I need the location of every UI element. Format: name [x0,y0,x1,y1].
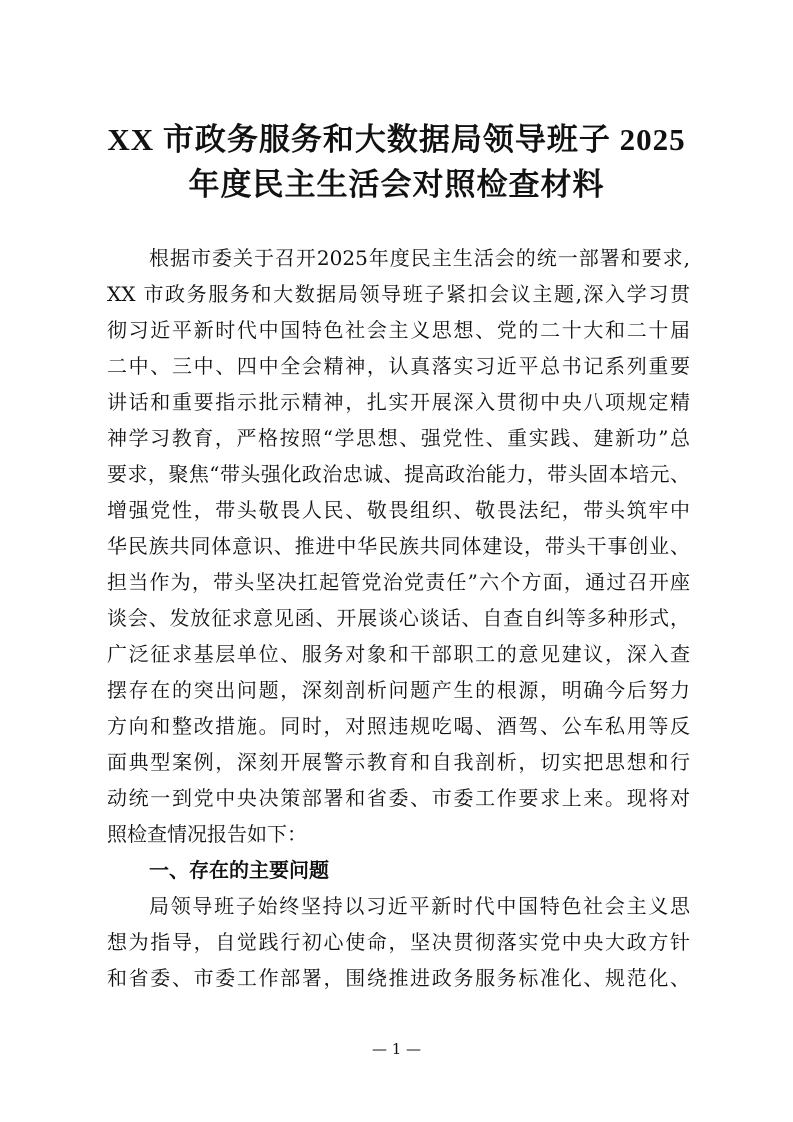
section-heading: 一、存在的主要问题 [149,858,329,882]
text-line: 谈会、发放征求意见函、开展谈心谈话、自查自纠等多种形式， [107,606,690,630]
page-number: — 1 — [371,1040,422,1058]
intro-paragraph [107,240,690,852]
text-line: 摆存在的突出问题，深刻剖析问题产生的根源，明确今后努力 [107,678,690,702]
text-line: 想为指导，自觉践行初心使命，坚决贯彻落实党中央大政方针 [107,930,690,954]
text-line: 广泛征求基层单位、服务对象和干部职工的意见建议，深入查 [107,642,690,666]
text-line: 和省委、市委工作部署，围绕推进政务服务标准化、规范化、 [107,966,690,990]
text-line: 要求，聚焦“带头强化政治忠诚、提高政治能力，带头固本培元、 [107,462,690,486]
text-line: 局领导班子始终坚持以习近平新时代中国特色社会主义思 [149,894,690,918]
section-1-paragraph [107,888,690,996]
text-line: 照检查情况报告如下： [107,822,307,846]
document-title-line-1: XX 市政务服务和大数据局领导班子 2025 [107,122,686,157]
text-line: 方向和整改措施。同时，对照违规吃喝、酒驾、公车私用等反 [107,714,690,738]
text-line: 讲话和重要指示批示精神，扎实开展深入贯彻中央八项规定精 [107,390,690,414]
text-line: 面典型案例，深刻开展警示教育和自我剖析，切实把思想和行 [107,750,690,774]
text-line: 根据市委关于召开2025年度民主生活会的统一部署和要求, [149,246,690,270]
document-title-line-2: 年度民主生活会对照检查材料 [188,167,605,202]
text-line: 动统一到党中央决策部署和省委、市委工作要求上来。现将对 [107,786,690,810]
text-line: 神学习教育，严格按照“学思想、强党性、重实践、建新功”总 [107,426,690,450]
text-line: 华民族共同体意识、推进中华民族共同体建设，带头干事创业、 [107,534,690,558]
text-line: 二中、三中、四中全会精神，认真落实习近平总书记系列重要 [107,354,690,378]
text-line: 担当作为，带头坚决扛起管党治党责任”六个方面，通过召开座 [107,570,690,594]
text-line: 增强党性，带头敬畏人民、敬畏组织、敬畏法纪，带头筑牢中 [107,498,690,522]
text-line: XX 市政务服务和大数据局领导班子紧扣会议主题,深入学习贯 [107,282,690,306]
document-body [107,240,690,996]
text-line: 彻习近平新时代中国特色社会主义思想、党的二十大和二十届 [107,318,690,342]
